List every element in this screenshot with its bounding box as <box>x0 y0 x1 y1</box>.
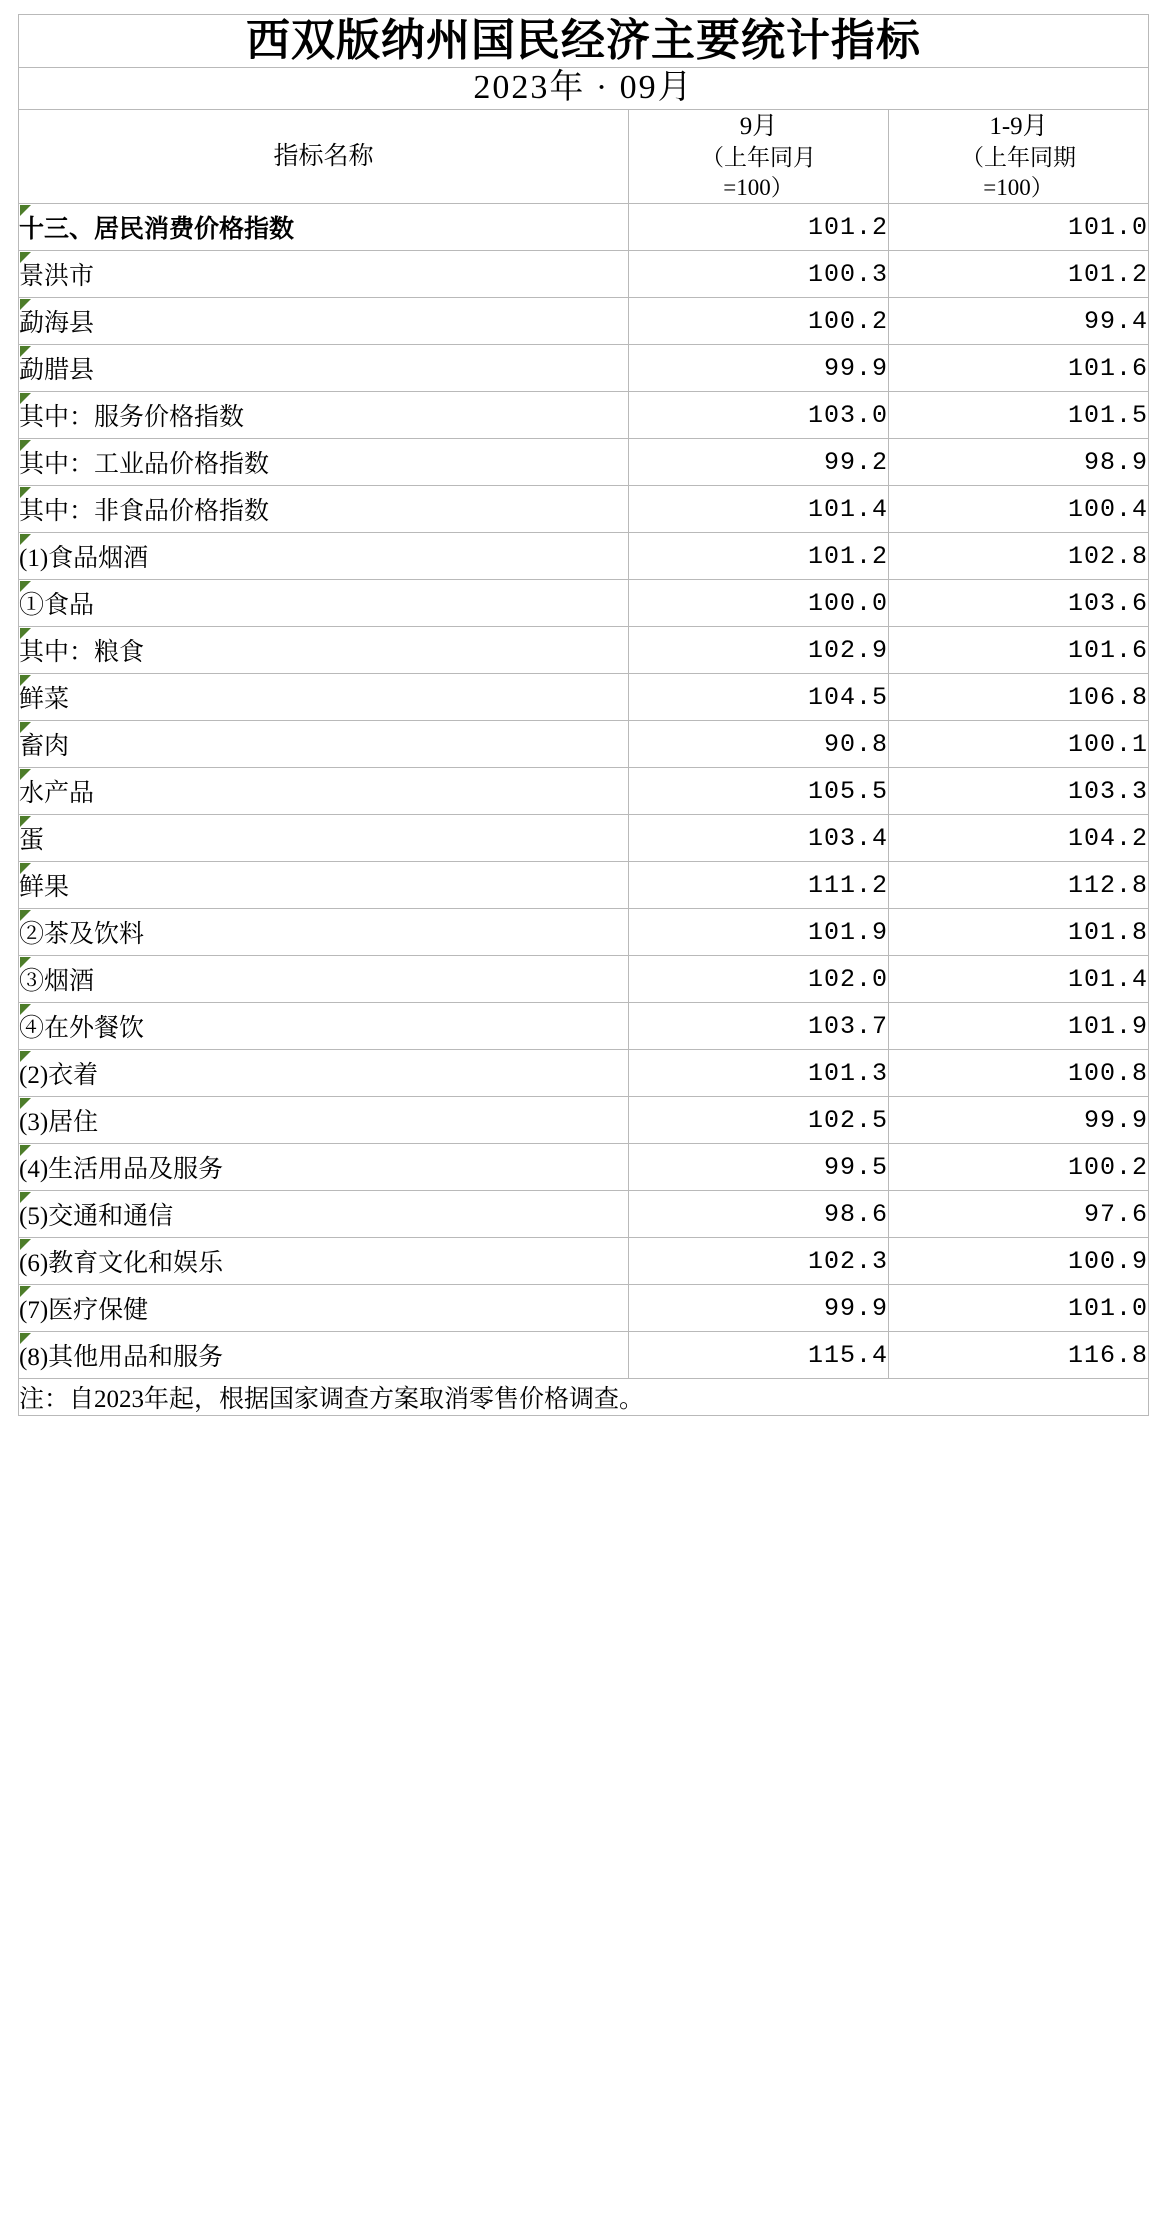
month-value-cell: 102.0 <box>629 956 889 1003</box>
comment-flag-icon <box>20 1004 31 1015</box>
note-row <box>19 1379 1149 1416</box>
cumulative-value-cell: 101.0 <box>889 204 1149 251</box>
table-note: 注：自2023年起，根据国家调查方案取消零售价格调查。 <box>19 1379 1149 1416</box>
cumulative-value-cell: 103.3 <box>889 768 1149 815</box>
table-row <box>19 392 1149 439</box>
header-month-line2: （上年同月 <box>701 145 816 171</box>
month-value-cell: 102.3 <box>629 1238 889 1285</box>
table-row <box>19 580 1149 627</box>
comment-flag-icon <box>20 1333 31 1344</box>
cumulative-value-cell: 103.6 <box>889 580 1149 627</box>
cumulative-value-cell: 101.0 <box>889 1285 1149 1332</box>
table-row <box>19 627 1149 674</box>
month-value-cell: 105.5 <box>629 768 889 815</box>
month-value-cell: 102.9 <box>629 627 889 674</box>
indicator-name-cell: 勐海县 <box>19 298 629 345</box>
table-row <box>19 1285 1149 1332</box>
indicator-name-cell: (1)食品烟酒 <box>19 533 629 580</box>
month-value-cell: 103.7 <box>629 1003 889 1050</box>
statistics-table <box>18 14 1149 1416</box>
indicator-name-cell: (6)教育文化和娱乐 <box>19 1238 629 1285</box>
comment-flag-icon <box>20 769 31 780</box>
cumulative-value-cell: 102.8 <box>889 533 1149 580</box>
indicator-name-cell: ③烟酒 <box>19 956 629 1003</box>
table-row <box>19 956 1149 1003</box>
comment-flag-icon <box>20 1098 31 1109</box>
table-row <box>19 1144 1149 1191</box>
comment-flag-icon <box>20 1192 31 1203</box>
indicator-name-cell: 水产品 <box>19 768 629 815</box>
table-row <box>19 251 1149 298</box>
table-row <box>19 1191 1149 1238</box>
indicator-name-cell: (5)交通和通信 <box>19 1191 629 1238</box>
cumulative-value-cell: 100.8 <box>889 1050 1149 1097</box>
header-cumulative-line1: 1-9月 <box>989 112 1048 140</box>
indicator-name-cell: 其中：服务价格指数 <box>19 392 629 439</box>
month-value-cell: 100.2 <box>629 298 889 345</box>
cumulative-value-cell: 101.5 <box>889 392 1149 439</box>
table-row <box>19 862 1149 909</box>
cumulative-value-cell: 100.1 <box>889 721 1149 768</box>
table-row <box>19 909 1149 956</box>
month-value-cell: 111.2 <box>629 862 889 909</box>
month-value-cell: 101.9 <box>629 909 889 956</box>
comment-flag-icon <box>20 910 31 921</box>
month-value-cell: 103.4 <box>629 815 889 862</box>
table-row <box>19 674 1149 721</box>
month-value-cell: 100.0 <box>629 580 889 627</box>
header-cumulative-line2: （上年同期 <box>961 145 1076 171</box>
table-row <box>19 1238 1149 1285</box>
indicator-name-cell: (4)生活用品及服务 <box>19 1144 629 1191</box>
comment-flag-icon <box>20 299 31 310</box>
month-value-cell: 99.9 <box>629 1285 889 1332</box>
cumulative-value-cell: 99.9 <box>889 1097 1149 1144</box>
comment-flag-icon <box>20 1145 31 1156</box>
cumulative-value-cell: 100.9 <box>889 1238 1149 1285</box>
table-row <box>19 439 1149 486</box>
cumulative-value-cell: 100.2 <box>889 1144 1149 1191</box>
month-value-cell: 99.5 <box>629 1144 889 1191</box>
comment-flag-icon <box>20 816 31 827</box>
header-month-line3: =100） <box>723 175 794 201</box>
table-row <box>19 1050 1149 1097</box>
cumulative-value-cell: 112.8 <box>889 862 1149 909</box>
month-value-cell: 104.5 <box>629 674 889 721</box>
comment-flag-icon <box>20 581 31 592</box>
month-value-cell: 101.2 <box>629 533 889 580</box>
month-value-cell: 115.4 <box>629 1332 889 1379</box>
cumulative-value-cell: 101.6 <box>889 345 1149 392</box>
header-month <box>629 109 889 204</box>
cumulative-value-cell: 99.4 <box>889 298 1149 345</box>
indicator-name-cell: 其中：工业品价格指数 <box>19 439 629 486</box>
page-title: 西双版纳州国民经济主要统计指标 <box>19 15 1149 68</box>
comment-flag-icon <box>20 722 31 733</box>
cumulative-value-cell: 97.6 <box>889 1191 1149 1238</box>
indicator-name-cell: 其中：非食品价格指数 <box>19 486 629 533</box>
cumulative-value-cell: 106.8 <box>889 674 1149 721</box>
indicator-name-cell: ②茶及饮料 <box>19 909 629 956</box>
month-value-cell: 90.8 <box>629 721 889 768</box>
indicator-name-cell: (3)居住 <box>19 1097 629 1144</box>
cumulative-value-cell: 101.9 <box>889 1003 1149 1050</box>
header-indicator-name: 指标名称 <box>19 109 629 204</box>
indicator-name-cell: 鲜菜 <box>19 674 629 721</box>
indicator-name-cell: (7)医疗保健 <box>19 1285 629 1332</box>
cumulative-value-cell: 101.8 <box>889 909 1149 956</box>
indicator-name-cell: ①食品 <box>19 580 629 627</box>
indicator-name-cell: 勐腊县 <box>19 345 629 392</box>
subtitle-row <box>19 67 1149 109</box>
header-cumulative <box>889 109 1149 204</box>
month-value-cell: 101.2 <box>629 204 889 251</box>
cumulative-value-cell: 98.9 <box>889 439 1149 486</box>
table-row <box>19 204 1149 251</box>
indicator-name-cell: 蛋 <box>19 815 629 862</box>
indicator-name-cell: (2)衣着 <box>19 1050 629 1097</box>
indicator-name-cell: (8)其他用品和服务 <box>19 1332 629 1379</box>
indicator-name-cell: 畜肉 <box>19 721 629 768</box>
comment-flag-icon <box>20 628 31 639</box>
header-month-line1: 9月 <box>739 112 778 140</box>
month-value-cell: 99.2 <box>629 439 889 486</box>
month-value-cell: 101.3 <box>629 1050 889 1097</box>
comment-flag-icon <box>20 957 31 968</box>
comment-flag-icon <box>20 393 31 404</box>
cumulative-value-cell: 101.4 <box>889 956 1149 1003</box>
table-row <box>19 1097 1149 1144</box>
indicator-name-cell: 其中：粮食 <box>19 627 629 674</box>
table-row <box>19 486 1149 533</box>
indicator-name-cell: 景洪市 <box>19 251 629 298</box>
comment-flag-icon <box>20 440 31 451</box>
cumulative-value-cell: 104.2 <box>889 815 1149 862</box>
indicator-name-cell: 鲜果 <box>19 862 629 909</box>
page-subtitle: 2023年 · 09月 <box>19 67 1149 109</box>
comment-flag-icon <box>20 487 31 498</box>
table-row <box>19 1332 1149 1379</box>
comment-flag-icon <box>20 1239 31 1250</box>
header-row <box>19 109 1149 204</box>
table-row <box>19 1003 1149 1050</box>
month-value-cell: 98.6 <box>629 1191 889 1238</box>
table-row <box>19 533 1149 580</box>
month-value-cell: 102.5 <box>629 1097 889 1144</box>
month-value-cell: 101.4 <box>629 486 889 533</box>
header-cumulative-line3: =100） <box>983 175 1054 201</box>
comment-flag-icon <box>20 346 31 357</box>
cumulative-value-cell: 101.6 <box>889 627 1149 674</box>
month-value-cell: 103.0 <box>629 392 889 439</box>
month-value-cell: 100.3 <box>629 251 889 298</box>
comment-flag-icon <box>20 1286 31 1297</box>
table-body <box>19 15 1149 1416</box>
table-row <box>19 298 1149 345</box>
comment-flag-icon <box>20 252 31 263</box>
table-row <box>19 768 1149 815</box>
cumulative-value-cell: 101.2 <box>889 251 1149 298</box>
comment-flag-icon <box>20 1051 31 1062</box>
table-row <box>19 815 1149 862</box>
comment-flag-icon <box>20 205 31 216</box>
month-value-cell: 99.9 <box>629 345 889 392</box>
cumulative-value-cell: 100.4 <box>889 486 1149 533</box>
comment-flag-icon <box>20 675 31 686</box>
title-row <box>19 15 1149 68</box>
indicator-name-cell: ④在外餐饮 <box>19 1003 629 1050</box>
cumulative-value-cell: 116.8 <box>889 1332 1149 1379</box>
table-row <box>19 345 1149 392</box>
table-row <box>19 721 1149 768</box>
comment-flag-icon <box>20 534 31 545</box>
indicator-name-cell: 十三、居民消费价格指数 <box>19 204 629 251</box>
comment-flag-icon <box>20 863 31 874</box>
